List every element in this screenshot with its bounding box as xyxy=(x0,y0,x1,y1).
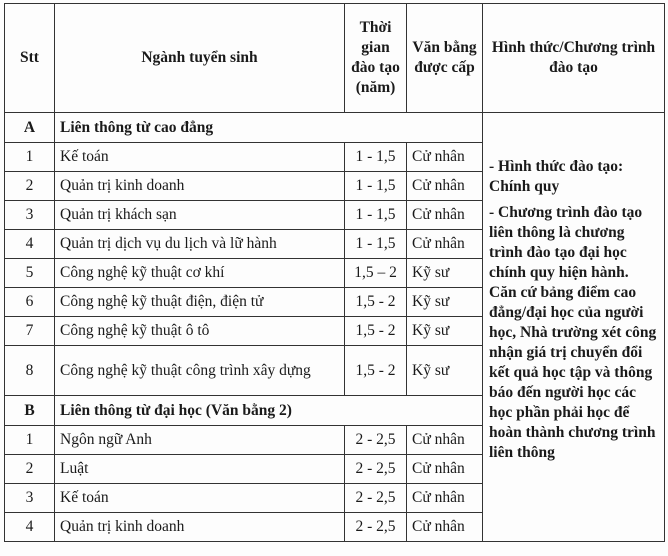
row-major: Kế toán xyxy=(55,484,345,513)
row-stt: 1 xyxy=(5,143,55,172)
training-form-cell xyxy=(483,113,665,542)
row-degree: Cử nhân xyxy=(407,143,483,172)
row-stt: 1 xyxy=(5,426,55,455)
row-stt: 6 xyxy=(5,288,55,317)
section-code: B xyxy=(5,396,55,426)
row-duration: 1,5 - 2 xyxy=(345,317,407,346)
row-degree: Cử nhân xyxy=(407,513,483,542)
row-duration: 1 - 1,5 xyxy=(345,143,407,172)
row-duration: 1 - 1,5 xyxy=(345,230,407,259)
row-stt: 4 xyxy=(5,513,55,542)
row-duration: 2 - 2,5 xyxy=(345,455,407,484)
section-title: Liên thông từ đại học (Văn bằng 2) xyxy=(55,396,483,426)
row-duration: 2 - 2,5 xyxy=(345,426,407,455)
row-stt: 8 xyxy=(5,346,55,396)
row-major: Quản trị khách sạn xyxy=(55,201,345,230)
header-row xyxy=(5,4,665,113)
row-degree: Cử nhân xyxy=(407,484,483,513)
row-major: Ngôn ngữ Anh xyxy=(55,426,345,455)
header-form: Hình thức/Chương trình đào tạo xyxy=(483,4,665,113)
row-degree: Cử nhân xyxy=(407,426,483,455)
row-major: Công nghệ kỹ thuật cơ khí xyxy=(55,259,345,288)
row-degree: Kỹ sư xyxy=(407,317,483,346)
row-major: Quản trị dịch vụ du lịch và lữ hành xyxy=(55,230,345,259)
row-major: Luật xyxy=(55,455,345,484)
row-stt: 2 xyxy=(5,172,55,201)
row-degree: Kỹ sư xyxy=(407,259,483,288)
row-duration: 1,5 – 2 xyxy=(345,259,407,288)
row-stt: 5 xyxy=(5,259,55,288)
section-code: A xyxy=(5,113,55,143)
row-degree: Cử nhân xyxy=(407,230,483,259)
row-stt: 3 xyxy=(5,484,55,513)
row-stt: 4 xyxy=(5,230,55,259)
row-major: Công nghệ kỹ thuật điện, điện tử xyxy=(55,288,345,317)
row-degree: Kỹ sư xyxy=(407,346,483,396)
row-stt: 2 xyxy=(5,455,55,484)
row-major: Công nghệ kỹ thuật ô tô xyxy=(55,317,345,346)
row-major: Quản trị kinh doanh xyxy=(55,172,345,201)
row-degree: Cử nhân xyxy=(407,201,483,230)
section-title: Liên thông từ cao đẳng xyxy=(55,113,483,143)
section-a-row xyxy=(5,113,665,143)
header-degree: Văn bằng được cấp xyxy=(407,4,483,113)
header-stt: Stt xyxy=(5,4,55,113)
row-duration: 1,5 - 2 xyxy=(345,288,407,317)
row-degree: Cử nhân xyxy=(407,172,483,201)
row-major: Kế toán xyxy=(55,143,345,172)
row-duration: 2 - 2,5 xyxy=(345,513,407,542)
row-degree: Kỹ sư xyxy=(407,288,483,317)
header-duration: Thời gian đào tạo (năm) xyxy=(345,4,407,113)
row-duration: 1,5 - 2 xyxy=(345,346,407,396)
row-duration: 2 - 2,5 xyxy=(345,484,407,513)
row-stt: 7 xyxy=(5,317,55,346)
form-paragraph-2: - Chương trình đào tạo liên thông là chương trình đào tạo đại học chính quy hiện hành. Căn cứ bảng điểm cao đẳng/đại học của người học, Nhà trường xét công nhận giá trị chuyển đổi kết quả học tập và thông báo đến người học các học phần phải học để hoàn thành chương trình liên thông xyxy=(489,204,657,461)
row-degree: Cử nhân xyxy=(407,455,483,484)
header-major: Ngành tuyển sinh xyxy=(55,4,345,113)
row-duration: 1 - 1,5 xyxy=(345,172,407,201)
row-major: Công nghệ kỹ thuật công trình xây dựng xyxy=(55,346,345,396)
row-stt: 3 xyxy=(5,201,55,230)
row-major: Quản trị kinh doanh xyxy=(55,513,345,542)
row-duration: 1 - 1,5 xyxy=(345,201,407,230)
admissions-table xyxy=(4,3,665,542)
form-paragraph-1: - Hình thức đào tạo: Chính quy xyxy=(489,158,624,195)
